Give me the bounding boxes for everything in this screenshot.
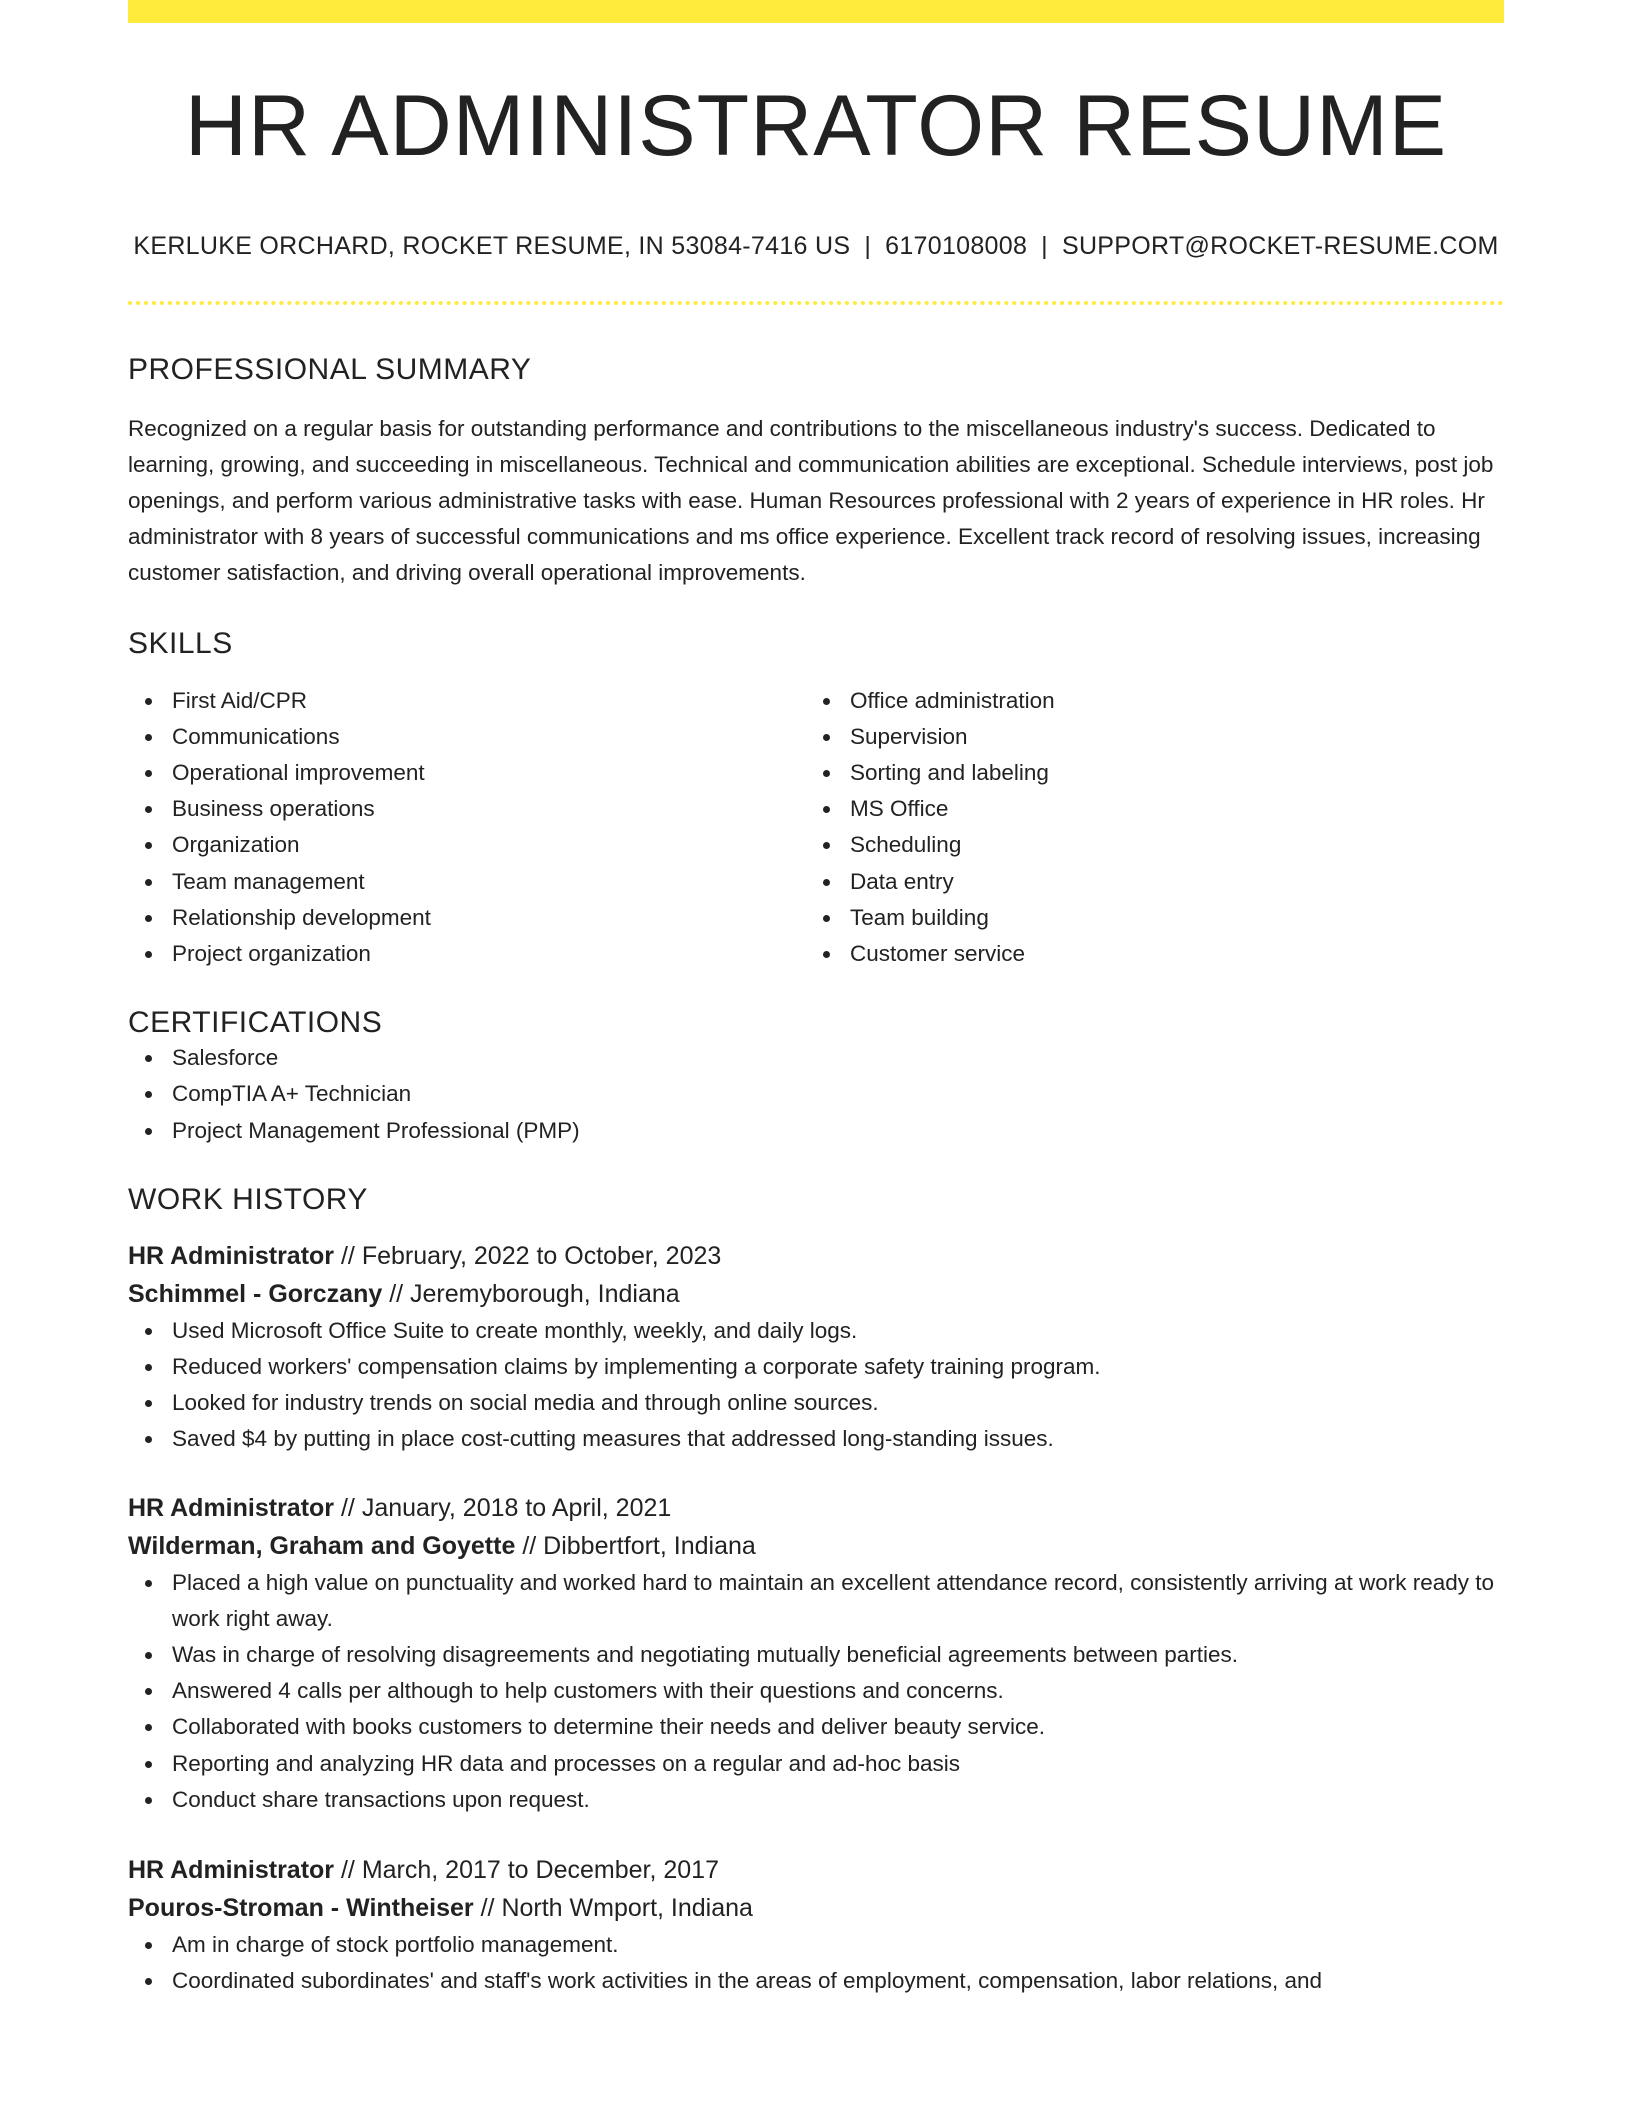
job-company-line	[128, 1527, 1504, 1565]
skill-item: Office administration	[806, 683, 1484, 719]
skill-item: Business operations	[128, 791, 806, 827]
job-bullet: Was in charge of resolving disagreements and negotiating mutually beneficial agreements between parties.	[128, 1637, 1504, 1673]
job-entry	[128, 1237, 1504, 1458]
skill-item: Project organization	[128, 936, 806, 972]
skills-heading: SKILLS	[128, 626, 233, 660]
contact-separator: |	[864, 231, 872, 260]
job-entry	[128, 1489, 1504, 1818]
job-dates: // February, 2022 to October, 2023	[334, 1241, 722, 1270]
skills-grid	[128, 683, 1504, 973]
job-bullet: Looked for industry trends on social media and through online sources.	[128, 1385, 1504, 1421]
skill-item: Supervision	[806, 719, 1484, 755]
job-title-line	[128, 1489, 1504, 1527]
job-bullet: Am in charge of stock portfolio management.	[128, 1927, 1504, 1963]
contact-address: KERLUKE ORCHARD, ROCKET RESUME, IN 53084-7416 US	[133, 231, 851, 260]
dotted-divider	[128, 301, 1504, 305]
job-bullet: Placed a high value on punctuality and worked hard to maintain an excellent attendance record, consistently arriving at work ready to work right away.	[128, 1565, 1504, 1637]
job-title: HR Administrator	[128, 1241, 335, 1270]
job-title: HR Administrator	[128, 1856, 335, 1885]
job-title-line	[128, 1851, 1504, 1889]
job-bullet: Conduct share transactions upon request.	[128, 1782, 1504, 1818]
job-dates: // January, 2018 to April, 2021	[334, 1493, 672, 1522]
job-company: Wilderman, Graham and Goyette	[128, 1531, 516, 1560]
summary-heading: PROFESSIONAL SUMMARY	[128, 352, 532, 386]
job-entry	[128, 1851, 1504, 1999]
job-location: // North Wmport, Indiana	[473, 1894, 753, 1923]
job-company: Pouros-Stroman - Wintheiser	[128, 1894, 474, 1923]
skill-item: MS Office	[806, 791, 1484, 827]
certification-item: CompTIA A+ Technician	[128, 1076, 1504, 1112]
skill-item: Customer service	[806, 936, 1484, 972]
summary-text: Recognized on a regular basis for outstanding performance and contributions to the miscellaneous industry's success. Dedicated to learning, growing, and succeeding in miscellaneous. Technical and communication abilities are exceptional. Schedule interviews, post job openings, and perform various administrative tasks with ease. Human Resources professional with 2 years of experience in HR roles. Hr administrator with 8 years of successful communications and ms office experience. Excellent track record of resolving issues, increasing customer satisfaction, and driving overall operational improvements.	[128, 415, 1494, 585]
job-bullet: Saved $4 by putting in place cost-cutting measures that addressed long-standing issues.	[128, 1421, 1504, 1457]
skill-item: Team building	[806, 900, 1484, 936]
certifications-heading: CERTIFICATIONS	[128, 1006, 383, 1040]
job-bullet: Reporting and analyzing HR data and processes on a regular and ad-hoc basis	[128, 1746, 1504, 1782]
skill-item: Organization	[128, 827, 806, 863]
job-title: HR Administrator	[128, 1493, 335, 1522]
skill-item: Scheduling	[806, 827, 1484, 863]
skill-item: Relationship development	[128, 900, 806, 936]
skill-item: Operational improvement	[128, 755, 806, 791]
skill-item: Team management	[128, 864, 806, 900]
job-title-line	[128, 1237, 1504, 1275]
certifications-list	[128, 1040, 1504, 1149]
certification-item: Salesforce	[128, 1040, 1504, 1076]
resume-page	[128, 0, 1504, 1999]
skill-item: Data entry	[806, 864, 1484, 900]
job-bullet-list	[128, 1313, 1504, 1458]
job-dates: // March, 2017 to December, 2017	[334, 1856, 719, 1885]
contact-line	[128, 232, 1504, 261]
skill-item: First Aid/CPR	[128, 683, 806, 719]
job-bullet: Collaborated with books customers to determine their needs and deliver beauty service.	[128, 1709, 1504, 1745]
job-bullet: Reduced workers' compensation claims by implementing a corporate safety training program.	[128, 1349, 1504, 1385]
skills-column-left	[128, 683, 806, 973]
job-bullet: Used Microsoft Office Suite to create monthly, weekly, and daily logs.	[128, 1313, 1504, 1349]
certification-item: Project Management Professional (PMP)	[128, 1113, 1504, 1149]
job-location: // Jeremyborough, Indiana	[382, 1279, 680, 1308]
job-bullet-list	[128, 1927, 1504, 1999]
job-bullet: Answered 4 calls per although to help customers with their questions and concerns.	[128, 1673, 1504, 1709]
contact-separator: |	[1041, 231, 1048, 260]
skill-item: Sorting and labeling	[806, 755, 1484, 791]
resume-title: HR ADMINISTRATOR RESUME	[184, 78, 1448, 174]
work-history-heading: WORK HISTORY	[128, 1182, 368, 1216]
job-company-line	[128, 1889, 1504, 1927]
contact-phone: 6170108008	[885, 231, 1028, 260]
skills-column-right	[806, 683, 1484, 973]
skill-item: Communications	[128, 719, 806, 755]
job-bullet: Coordinated subordinates' and staff's work activities in the areas of employment, compensation, labor relations, and	[128, 1963, 1504, 1999]
job-bullet-list	[128, 1565, 1504, 1818]
job-location: // Dibbertfort, Indiana	[515, 1531, 756, 1560]
contact-email: SUPPORT@ROCKET-RESUME.COM	[1061, 231, 1499, 260]
accent-top-bar	[128, 0, 1504, 23]
job-company-line	[128, 1275, 1504, 1313]
job-company: Schimmel - Gorczany	[128, 1279, 383, 1308]
